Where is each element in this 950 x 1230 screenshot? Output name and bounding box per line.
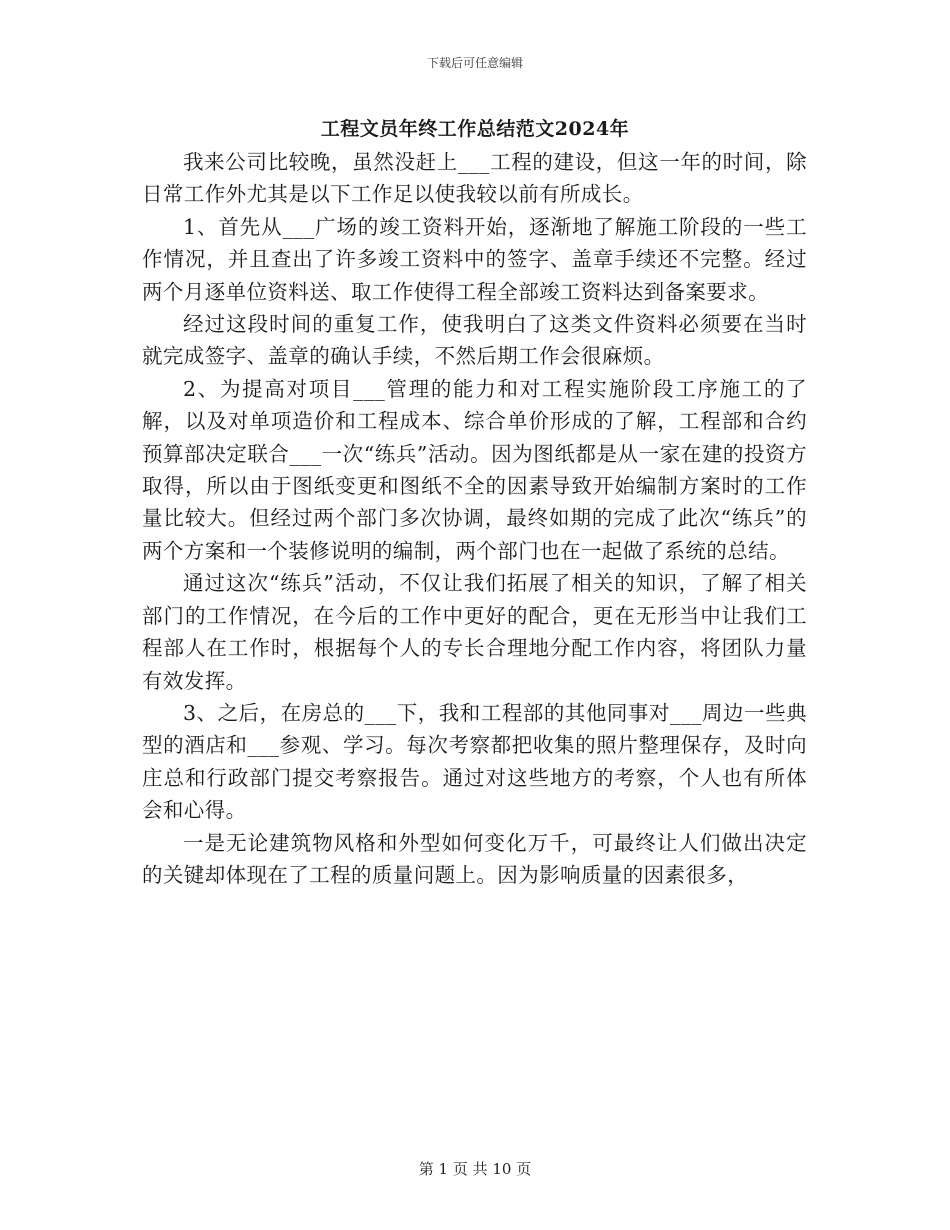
page-number-footer: 第 1 页 共 10 页: [418, 1160, 532, 1178]
document-title: 工程文员年终工作总结范文2024年: [320, 118, 630, 140]
paragraph: 2、为提高对项目___管理的能力和对工程实施阶段工序施工的了解，以及对单项造价和工程成本、综合单价形成的了解，工程部和合约预算部决定联合___一次“练兵”活动。因为图纸都是从一家在建的投资方取得，所以由于图纸变更和图纸不全的因素导致开始编制方案时的工作量比较大。但经过两个部门多次协调，最终如期的完成了此次“练兵”的两个方案和一个装修说明的编制，两个部门也在一起做了系统的总结。: [142, 376, 807, 563]
paragraph: 经过这段时间的重复工作，使我明白了这类文件资料必须要在当时就完成签字、盖章的确认手续，不然后期工作会很麻烦。: [142, 312, 807, 369]
paragraph: 3、之后，在房总的___下，我和工程部的其他同事对___周边一些典型的酒店和___参观、学习。每次考察都把收集的照片整理保存，及时向庄总和行政部门提交考察报告。通过对这些地方的考察，个人也有所体会和心得。: [142, 700, 807, 823]
paragraph: 1、首先从___广场的竣工资料开始，逐渐地了解施工阶段的一些工作情况，并且查出了许多竣工资料中的签字、盖章手续还不完整。经过两个月逐单位资料送、取工作使得工程全部竣工资料达到备案要求。: [142, 214, 807, 304]
document-body: [142, 146, 807, 891]
header-note: 下载后可任意编辑: [426, 56, 523, 70]
paragraph: 通过这次“练兵”活动，不仅让我们拓展了相关的知识，了解了相关部门的工作情况，在今后的工作中更好的配合，更在无形当中让我们工程部人在工作时，根据每个人的专长合理地分配工作内容，将团队力量有效发挥。: [142, 571, 807, 693]
paragraph: 一是无论建筑物风格和外型如何变化万千，可最终让人们做出决定的关键却体现在了工程的质量问题上。因为影响质量的因素很多，: [142, 830, 807, 887]
paragraph: 我来公司比较晚，虽然没赶上___工程的建设，但这一年的时间，除日常工作外尤其是以下工作足以使我较以前有所成长。: [142, 150, 807, 207]
